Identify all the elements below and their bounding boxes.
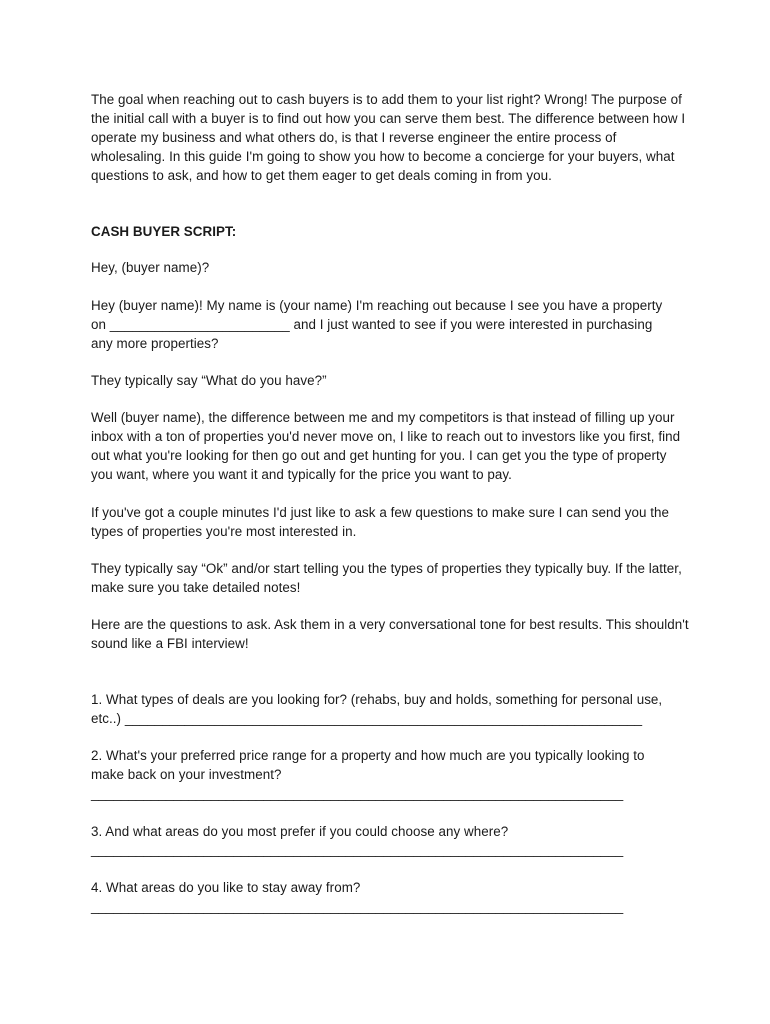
questions-intro-paragraph: Here are the questions to ask. Ask them in a very conversational tone for best results. This shouldn't sound like a FBI interview! xyxy=(91,617,689,652)
question-1 xyxy=(91,691,691,729)
introduction-line-blank: on ________________________ and I just wanted to see if you were interested in purchasing xyxy=(91,316,653,332)
introduction-paragraph xyxy=(91,297,691,354)
question-3-text: 3. And what areas do you most prefer if you could choose any where? xyxy=(91,823,509,839)
intro-paragraph: The goal when reaching out to cash buyers is to add them to your list right? Wrong! The purpose of the initial call with a buyer is to find out how you can serve them best. The difference between how I operate my business and what others do, is that I reverse engineer the entire process of wholesaling. In this guide I'm going to show you how to become a concierge for your buyers, what questions to ask, and how to get them eager to get deals coming in from you. xyxy=(91,92,686,183)
question-2 xyxy=(91,747,691,804)
question-2-answer-line: _______________________________________________________________________ xyxy=(91,786,624,802)
ask-time-paragraph: If you've got a couple minutes I'd just like to ask a few questions to make sure I can send you the types of properties you're most interested in. xyxy=(91,504,669,539)
question-4-answer-line: _______________________________________________________________________ xyxy=(91,898,624,914)
buyer-reply-2: They typically say “Ok” and/or start telling you the types of properties they typically buy. If the latter, make sure you take detailed notes! xyxy=(91,560,682,595)
question-3 xyxy=(91,823,691,861)
question-4 xyxy=(91,879,691,917)
introduction-line: Hey (buyer name)! My name is (your name) I'm reaching out because I see you have a property xyxy=(91,297,663,313)
question-1-answer-line: etc..) _____________________________________________________________________ xyxy=(91,710,643,726)
pitch-paragraph: Well (buyer name), the difference between me and my competitors is that instead of filling up your inbox with a ton of properties you'd never move on, I like to reach out to investors like you first, find out what you're looking for then go out and get hunting for you. I can get you the type of property you want, where you want it and typically for the price you want to pay. xyxy=(91,410,681,483)
script-heading: CASH BUYER SCRIPT: xyxy=(91,223,237,239)
introduction-line: any more properties? xyxy=(91,335,219,351)
question-3-answer-line: _______________________________________________________________________ xyxy=(91,842,624,858)
question-4-text: 4. What areas do you like to stay away from? xyxy=(91,879,361,895)
question-1-text: 1. What types of deals are you looking for? (rehabs, buy and holds, something for personal use, xyxy=(91,692,663,708)
question-2-text: make back on your investment? xyxy=(91,767,282,783)
buyer-reply-1: They typically say “What do you have?” xyxy=(91,373,327,389)
question-2-text: 2. What's your preferred price range for a property and how much are you typically looking to xyxy=(91,748,645,764)
document-page xyxy=(91,91,691,935)
greeting-line: Hey, (buyer name)? xyxy=(91,260,210,276)
